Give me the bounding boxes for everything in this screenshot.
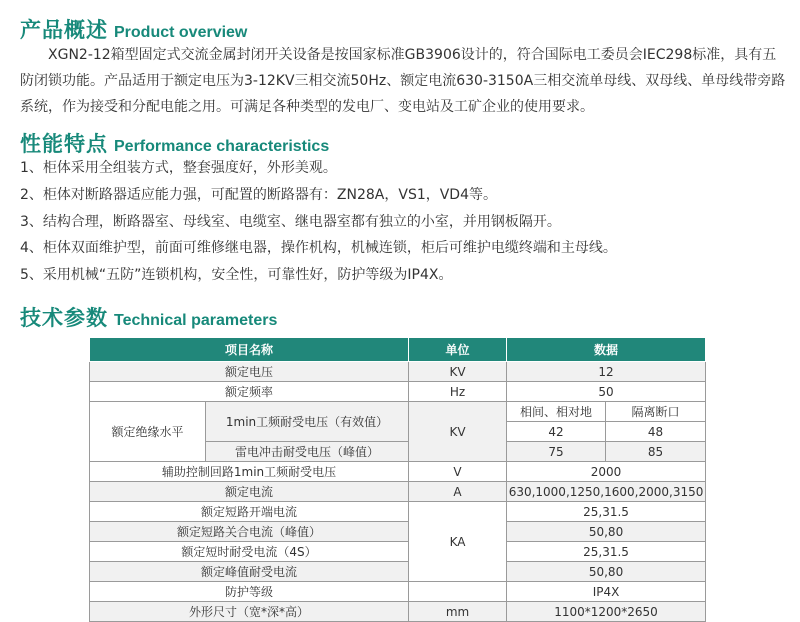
technical-heading [20,302,277,332]
rated-frequency-value: 50 [507,382,706,402]
rated-voltage-unit: KV [409,362,507,382]
technical-title-en: Technical parameters [114,312,278,329]
table-row [90,382,706,402]
rated-voltage-name: 额定电压 [90,362,409,382]
rated-frequency-name: 额定频率 [90,382,409,402]
insulation-1min-phase-value: 42 [507,422,606,442]
performance-title-cn: 性能特点 [20,132,108,156]
feature-item-4: 4、柜体双面维护型，前面可维修继电器，操作机构，机械连锁，柜后可维护电缆终端和主母线。 [20,240,617,256]
dimensions-unit: mm [409,602,507,622]
aux-circuit-unit: V [409,462,507,482]
overview-paragraph: XGN2-12箱型固定式交流金属封闭开关设备是按国家标准GB3906设计的，符合国际电工委员会IEC298标准，具有五防闭锁功能。产品适用于额定电压为3-12KV三相交流50Hz、额定电流630-3150A三相交流单母线、双母线、单母线带旁路系统，作为接受和分配电能之用。可满足各种类型的发电厂、变电站及工矿企业的使用要求。 [20,47,786,115]
overview-title-cn: 产品概述 [20,18,108,42]
table-row [90,502,706,522]
short-make-name: 额定短路关合电流（峰值） [90,522,409,542]
header-item-name: 项目名称 [90,338,409,362]
header-unit: 单位 [409,338,507,362]
rated-current-value: 630,1000,1250,1600,2000,3150 [507,482,706,502]
table-row [90,562,706,582]
rated-voltage-value: 12 [507,362,706,382]
table-header-row [90,338,706,362]
short-break-name: 额定短路开端电流 [90,502,409,522]
insulation-lightning-name: 雷电冲击耐受电压（峰值） [206,442,409,462]
feature-item-5: 5、采用机械“五防”连锁机构，安全性，可靠性好，防护等级为IP4X。 [20,267,453,283]
protection-name: 防护等级 [90,582,409,602]
table-row [90,402,706,422]
insulation-lightning-isolation-value: 85 [606,442,706,462]
peak-withstand-value: 50,80 [507,562,706,582]
header-data: 数据 [507,338,706,362]
protection-unit [409,582,507,602]
ka-unit: KA [409,502,507,582]
rated-current-unit: A [409,482,507,502]
insulation-1min-name: 1min工频耐受电压（有效值） [206,402,409,442]
insulation-1min-isolation-value: 48 [606,422,706,442]
performance-title-en: Performance characteristics [114,138,330,155]
aux-circuit-name: 辅助控制回路1min工频耐受电压 [90,462,409,482]
insulation-lightning-phase-value: 75 [507,442,606,462]
dimensions-name: 外形尺寸（宽*深*高） [90,602,409,622]
technical-parameters-table [89,337,706,622]
feature-item-1: 1、柜体采用全组装方式，整套强度好，外形美观。 [20,160,337,176]
overview-heading [20,14,247,44]
peak-withstand-name: 额定峰值耐受电流 [90,562,409,582]
insulation-unit: KV [409,402,507,462]
short-make-value: 50,80 [507,522,706,542]
table-row [90,542,706,562]
performance-heading [20,128,329,158]
rated-current-name: 额定电流 [90,482,409,502]
technical-title-cn: 技术参数 [20,306,108,330]
overview-title-en: Product overview [114,24,248,41]
table-row [90,602,706,622]
feature-item-2: 2、柜体对断路器适应能力强，可配置的断路器有：ZN28A，VS1，VD4等。 [20,187,497,203]
protection-value: IP4X [507,582,706,602]
insulation-group-name: 额定绝缘水平 [90,402,206,462]
insulation-col-phase: 相间、相对地 [507,402,606,422]
table-row [90,362,706,382]
rated-frequency-unit: Hz [409,382,507,402]
table-row [90,462,706,482]
insulation-col-isolation: 隔离断口 [606,402,706,422]
short-time-value: 25,31.5 [507,542,706,562]
dimensions-value: 1100*1200*2650 [507,602,706,622]
short-time-name: 额定短时耐受电流（4S） [90,542,409,562]
aux-circuit-value: 2000 [507,462,706,482]
table-row [90,522,706,542]
short-break-value: 25,31.5 [507,502,706,522]
feature-item-3: 3、结构合理，断路器室、母线室、电缆室、继电器室都有独立的小室，并用钢板隔开。 [20,214,561,230]
table-row [90,482,706,502]
table-row [90,582,706,602]
